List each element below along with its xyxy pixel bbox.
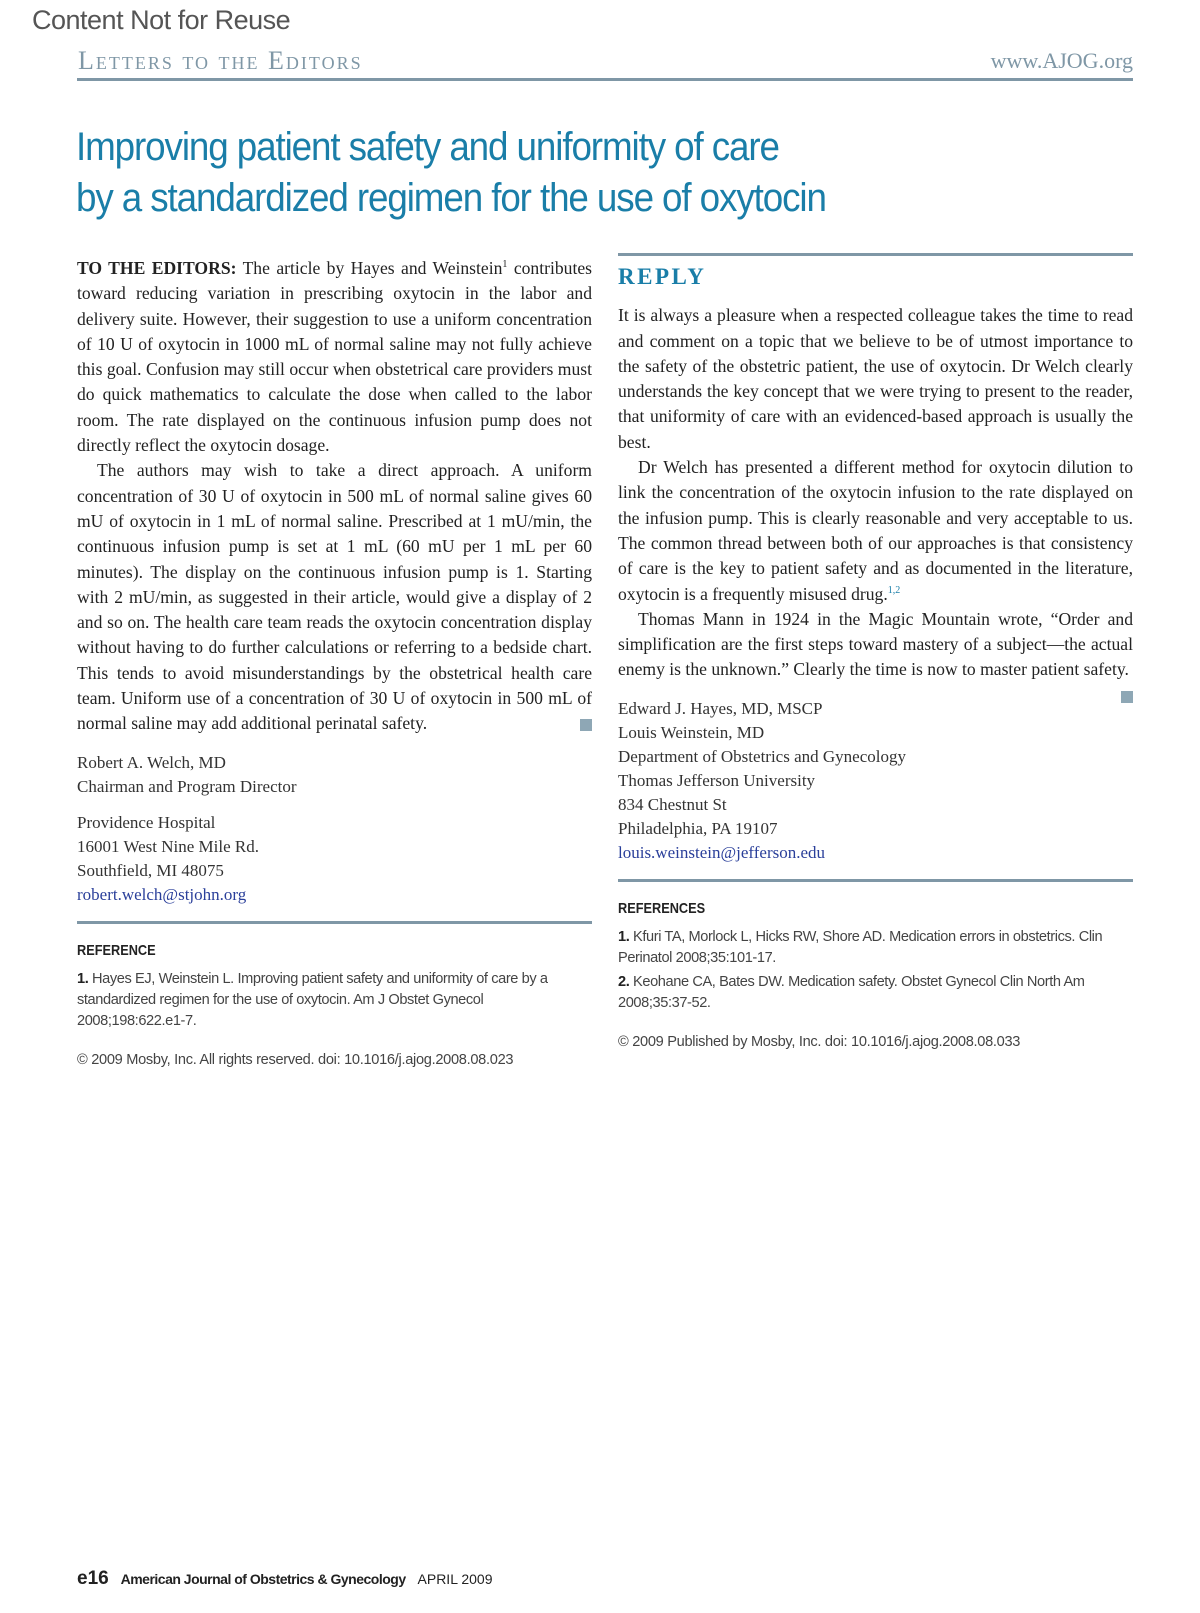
reply-signature [618,697,1133,865]
author-line: Louis Weinstein, MD [618,722,765,742]
copyright: © 2009 Published by Mosby, Inc. doi: 10.1016/j.ajog.2008.08.033 [618,1034,1021,1051]
reply-heading: REPLY [618,264,707,289]
divider [618,879,1133,882]
text: The article by Hayes and Weinstein [236,258,503,278]
author-name: Robert A. Welch, MD [77,752,226,772]
section-label: Letters to the Editors [78,46,363,75]
letter-lead: TO THE EDITORS: [77,258,237,278]
divider [618,253,1133,256]
text: contributes toward reducing variation in prescribing oxytocin in the labor and delivery suite. However, their suggestion to use a uniform concentration of 10 U of oxytocin in 1000 mL of normal saline may not fully achieve this goal. Confusion may still occur when obstetrical care providers must do quick mathematics to calculate the dose when called to the labor room. The rate displayed on the continuous infusion pump does not directly reflect the oxytocin dosage. [77,258,592,456]
ref-num: 1. [77,970,89,987]
text: Thomas Mann in 1924 in the Magic Mountain wrote, “Order and simplification are the first steps toward mastery of a subject—the actual enemy is the unknown.” Clearly the time is now to master patient safety. [618,608,1133,680]
citation: 1 [502,259,508,271]
reference-item [618,927,1133,969]
author-line: 834 Chestnut St [618,794,727,814]
author-line: Edward J. Hayes, MD, MSCP [618,698,823,718]
ref-num: 2. [618,974,630,991]
reference-item [77,969,592,1032]
issue-date: APRIL 2009 [417,1571,493,1587]
text: Dr Welch has presented a different method for oxytocin dilution to link the concentration of the oxytocin infusion to the rate displayed on the infusion pump. This is clearly reasonable and very acceptable to us. The common thread between both of our approaches is that consistency of care is the key to patient safety and as documented in the literature, oxytocin is a frequently misused drug. [618,457,1133,604]
letter-paragraph-2 [77,458,592,736]
text: The authors may wish to take a direct approach. A uniform concentration of 30 U of oxytocin in 500 mL of normal saline gives 60 mU of oxytocin in 1 mL of normal saline. Prescribed at 1 mU/min, the continuous infusion pump is set at 1 mL (60 mU per 1 mL per 60 minutes). The display on the continuous infusion pump is 1. Starting with 2 mU/min, as suggested in their article, would give a display of 2 and so on. The health care team reads the oxytocin concentration display without having to do further calculations or referring to a bedside chart. This tends to avoid misunderstandings by the obstetrical health care team. Uniform use of a concentration of 30 U of oxytocin in 500 mL of normal saline may add additional perinatal safety. [77,460,592,734]
citation: 1,2 [887,584,901,596]
page-footer [77,1568,493,1590]
reply-paragraph-2 [618,455,1133,607]
reply-paragraph-1: It is always a pleasure when a respected colleague takes the time to read and comment on a topic that we believe to be of utmost importance to the safety of the obstetric patient, the use of oxytocin. Dr Welch clearly understands the key concept that we were trying to present to the reader, that uniformity of care with an evidenced-based approach is usually the best. [618,305,1133,452]
watermark: Content Not for Reuse [32,5,291,35]
letter-signature [77,751,592,907]
site-url: www.AJOG.org [990,48,1133,73]
ref-text: Kfuri TA, Morlock L, Hicks RW, Shore AD. Medication errors in obstetrics. Clin Perinatol 2008;35:101-17. [618,929,1103,967]
author-line: Philadelphia, PA 19107 [618,818,778,838]
article-title [76,122,826,224]
divider [77,921,592,924]
header-divider [77,78,1133,81]
letter-paragraph-1 [77,256,592,458]
ref-text: Keohane CA, Bates DW. Medication safety. Obstet Gynecol Clin North Am 2008;35:37-52. [618,974,1085,1012]
author-title: Chairman and Program Director [77,776,297,796]
reply-paragraph-3 [618,607,1133,683]
references-heading: REFERENCES [618,899,706,917]
address-line: Providence Hospital [77,812,216,832]
ref-num: 1. [618,929,630,946]
reference-item [618,972,1133,1014]
end-mark-icon [580,719,592,731]
reply-column [618,256,1133,1055]
journal-name: American Journal of Obstetrics & Gynecology [120,1571,406,1587]
address-line: Southfield, MI 48075 [77,860,224,880]
letter-column [77,256,592,1073]
title-line-1: Improving patient safety and uniformity of care [76,125,779,169]
author-email-link[interactable]: robert.welch@stjohn.org [77,884,247,904]
page-number: e16 [77,1568,109,1589]
address-line: 16001 West Nine Mile Rd. [77,836,260,856]
ref-text: Hayes EJ, Weinstein L. Improving patient safety and uniformity of care by a standardized regimen for the use of oxytocin. Am J Obstet Gynecol 2008;198:622.e1-7. [77,970,548,1029]
end-mark-icon [1121,691,1133,703]
title-line-2: by a standardized regimen for the use of oxytocin [76,176,826,220]
author-line: Department of Obstetrics and Gynecology [618,746,906,766]
author-email-link[interactable]: louis.weinstein@jefferson.edu [618,842,826,862]
reference-heading: REFERENCE [77,941,156,959]
copyright: © 2009 Mosby, Inc. All rights reserved. doi: 10.1016/j.ajog.2008.08.023 [77,1051,514,1068]
author-line: Thomas Jefferson University [618,770,816,790]
